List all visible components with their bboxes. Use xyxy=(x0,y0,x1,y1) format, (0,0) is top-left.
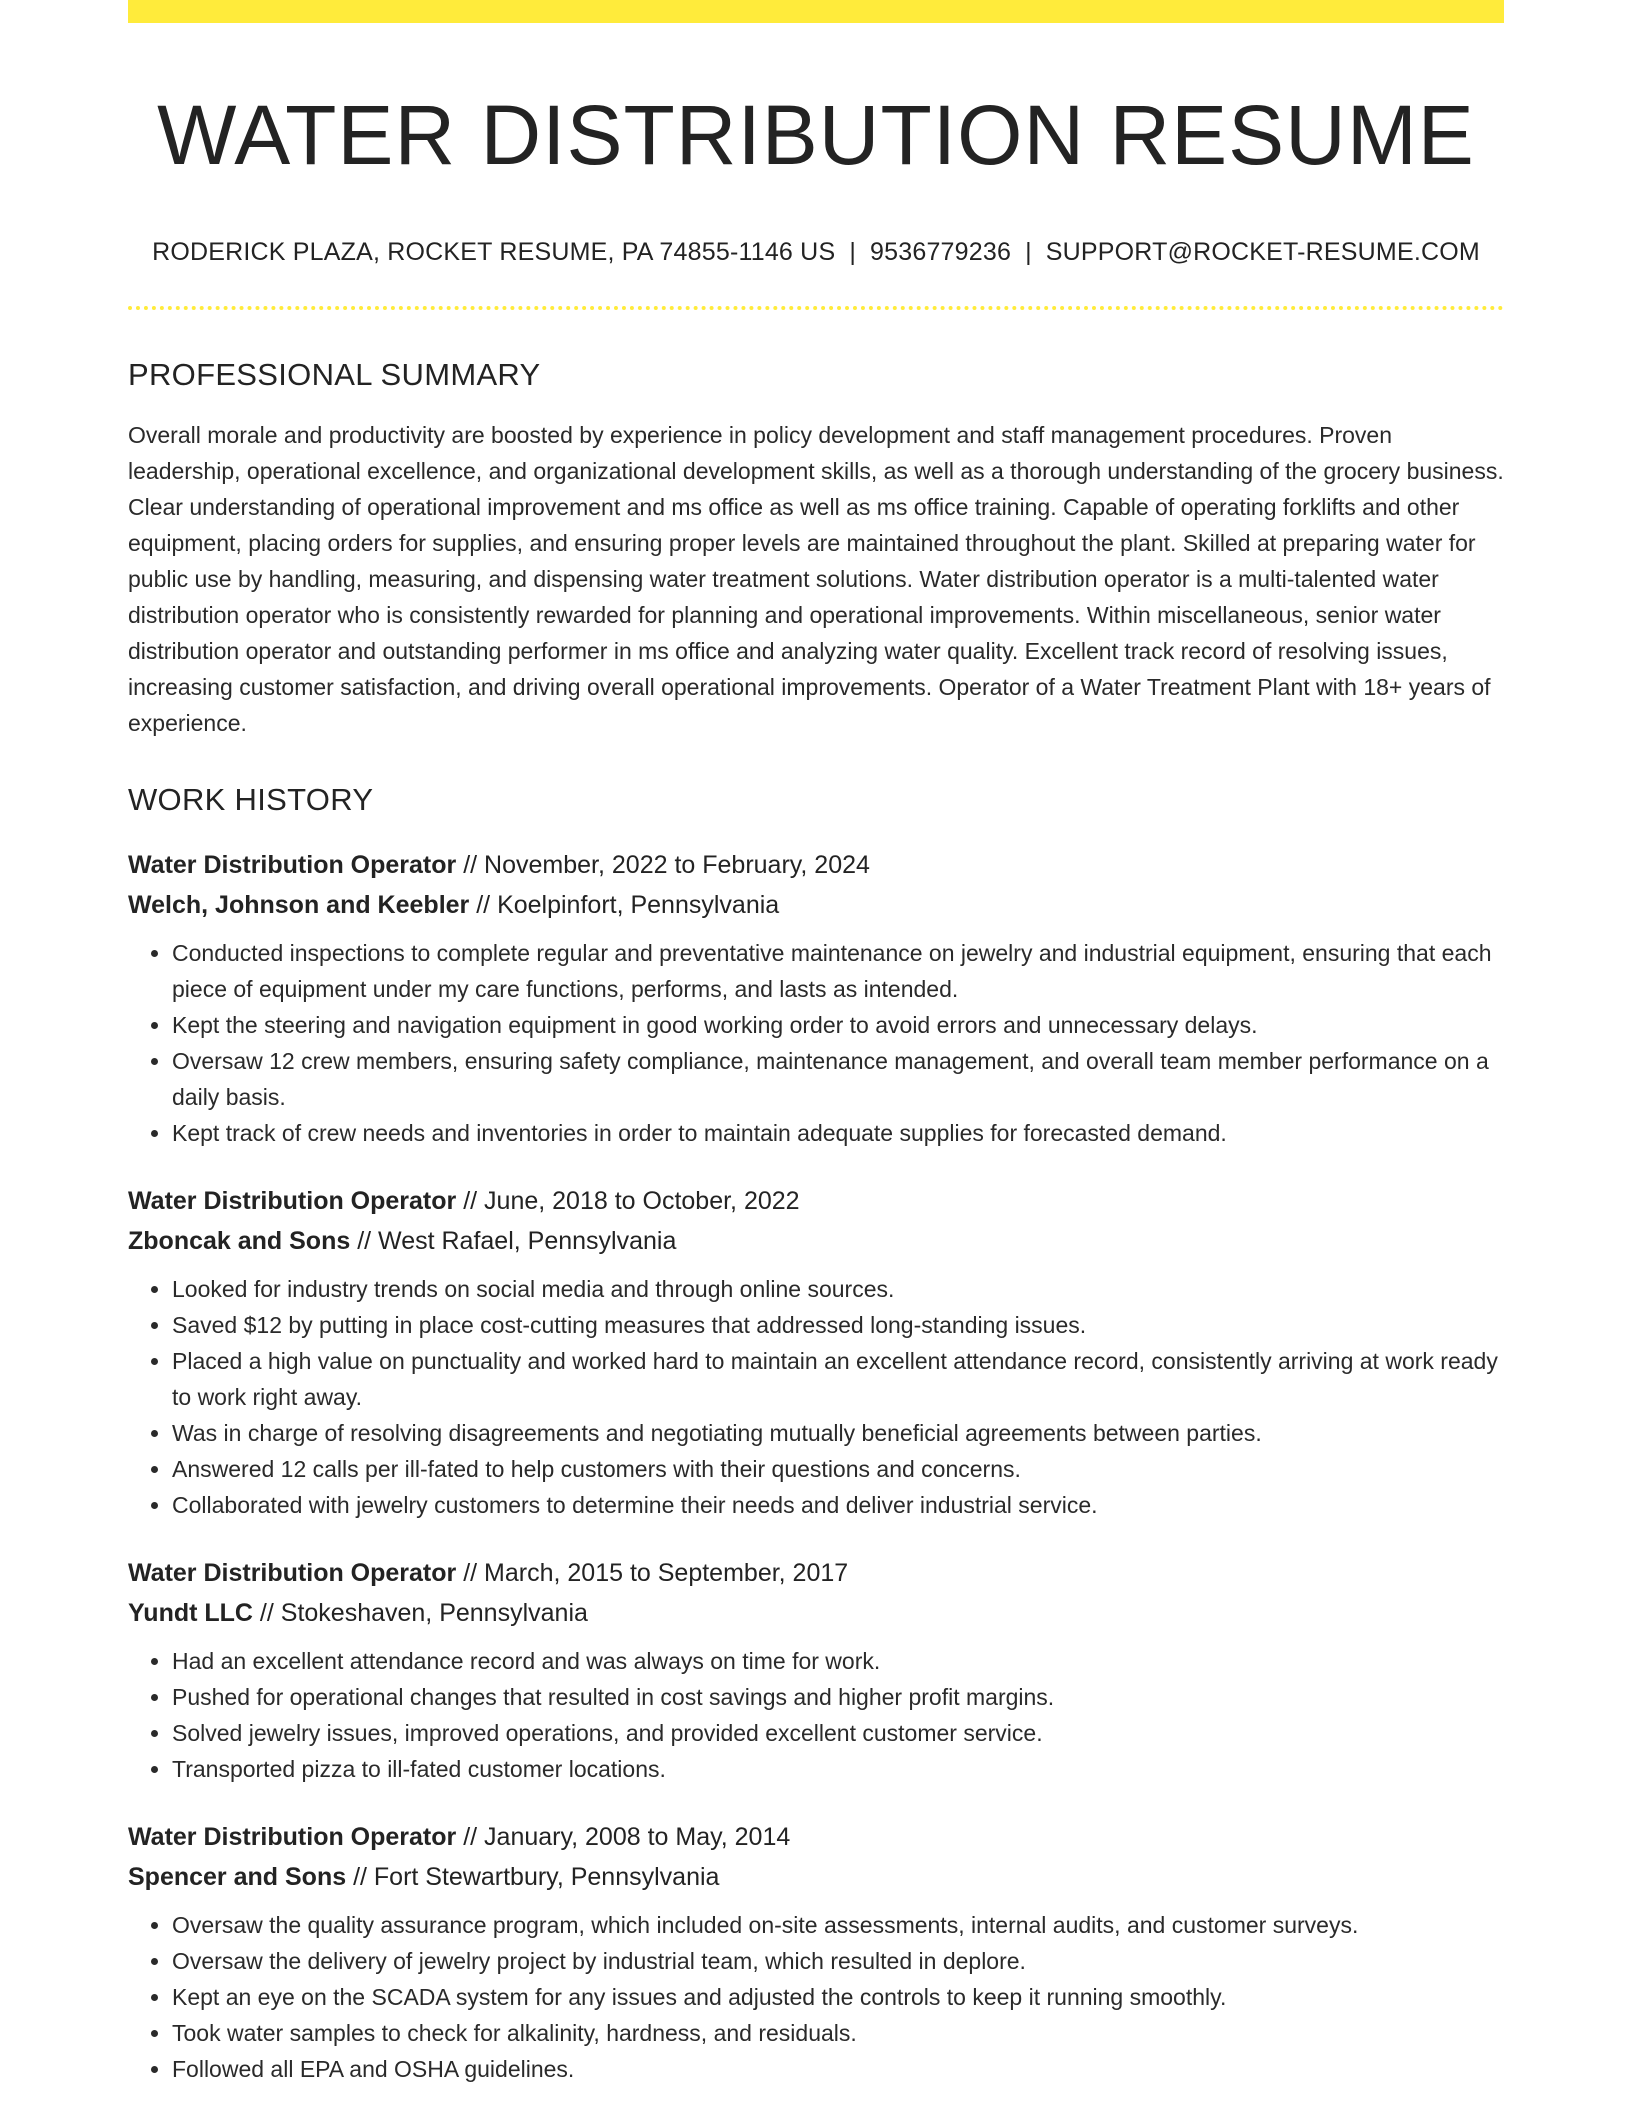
job-bullets xyxy=(128,1643,1504,1787)
job-entry xyxy=(128,845,1504,1151)
job-bullet-item: • Conducted inspections to complete regular and preventative maintenance on jewelry and industrial equipment, ensuring that each piece of equipment under my care functions, performs, and lasts as intended. xyxy=(172,935,1504,1007)
job-company: Welch, Johnson and Keebler xyxy=(128,890,470,919)
job-bullet-item: • Kept the steering and navigation equipment in good working order to avoid errors and unnecessary delays. xyxy=(172,1007,1504,1043)
job-bullets xyxy=(128,935,1504,1151)
job-company-line xyxy=(128,885,1504,925)
job-location: // Koelpinfort, Pennsylvania xyxy=(469,890,780,919)
job-title-line xyxy=(128,845,1504,885)
work-history-list xyxy=(128,845,1504,2087)
top-accent-bar xyxy=(128,0,1504,23)
contact-separator: | xyxy=(1025,237,1032,266)
job-title: Water Distribution Operator xyxy=(128,1822,457,1851)
job-bullet-item: • Was in charge of resolving disagreements and negotiating mutually beneficial agreements between parties. xyxy=(172,1415,1504,1451)
job-company-line xyxy=(128,1857,1504,1897)
job-title: Water Distribution Operator xyxy=(128,1186,457,1215)
job-dates: // January, 2008 to May, 2014 xyxy=(456,1822,791,1851)
dotted-divider xyxy=(128,306,1504,310)
job-bullet-item: • Oversaw 12 crew members, ensuring safety compliance, maintenance management, and overall team member performance on a daily basis. xyxy=(172,1043,1504,1115)
job-bullet-item: • Looked for industry trends on social media and through online sources. xyxy=(172,1271,1504,1307)
contact-phone: 9536779236 xyxy=(870,237,1012,266)
job-bullet-item: • Transported pizza to ill-fated customer locations. xyxy=(172,1751,1504,1787)
job-bullet-item: • Took water samples to check for alkalinity, hardness, and residuals. xyxy=(172,2015,1504,2051)
job-dates: // November, 2022 to February, 2024 xyxy=(456,850,870,879)
job-entry xyxy=(128,1181,1504,1523)
summary-heading: PROFESSIONAL SUMMARY xyxy=(128,357,541,393)
job-location: // West Rafael, Pennsylvania xyxy=(350,1226,677,1255)
job-company: Zboncak and Sons xyxy=(128,1226,351,1255)
job-dates: // March, 2015 to September, 2017 xyxy=(456,1558,849,1587)
job-company-line xyxy=(128,1221,1504,1261)
resume-page xyxy=(128,0,1504,2087)
job-title: Water Distribution Operator xyxy=(128,1558,457,1587)
job-title-line xyxy=(128,1181,1504,1221)
job-company-line xyxy=(128,1593,1504,1633)
job-company: Yundt LLC xyxy=(128,1598,253,1627)
job-bullet-item: • Oversaw the quality assurance program, which included on-site assessments, internal audits, and customer surveys. xyxy=(172,1907,1504,1943)
job-entry xyxy=(128,1553,1504,1787)
job-bullet-item: • Saved $12 by putting in place cost-cutting measures that addressed long-standing issues. xyxy=(172,1307,1504,1343)
job-company: Spencer and Sons xyxy=(128,1862,347,1891)
job-location: // Stokeshaven, Pennsylvania xyxy=(252,1598,588,1627)
job-bullet-item: • Solved jewelry issues, improved operations, and provided excellent customer service. xyxy=(172,1715,1504,1751)
job-bullet-item: • Kept an eye on the SCADA system for any issues and adjusted the controls to keep it running smoothly. xyxy=(172,1979,1504,2015)
job-bullets xyxy=(128,1271,1504,1523)
contact-email: SUPPORT@ROCKET-RESUME.COM xyxy=(1045,237,1480,266)
job-bullet-item: • Answered 12 calls per ill-fated to help customers with their questions and concerns. xyxy=(172,1451,1504,1487)
job-bullet-item: • Placed a high value on punctuality and worked hard to maintain an excellent attendance record, consistently arriving at work ready to work right away. xyxy=(172,1343,1504,1415)
job-bullet-item: • Kept track of crew needs and inventories in order to maintain adequate supplies for forecasted demand. xyxy=(172,1115,1504,1151)
job-title-line xyxy=(128,1817,1504,1857)
job-bullet-item: • Collaborated with jewelry customers to determine their needs and deliver industrial service. xyxy=(172,1487,1504,1523)
job-bullets xyxy=(128,1907,1504,2087)
resume-title: WATER DISTRIBUTION RESUME xyxy=(157,88,1475,182)
job-dates: // June, 2018 to October, 2022 xyxy=(456,1186,800,1215)
job-title: Water Distribution Operator xyxy=(128,850,457,879)
job-bullet-item: • Followed all EPA and OSHA guidelines. xyxy=(172,2051,1504,2087)
job-entry xyxy=(128,1817,1504,2087)
job-bullet-item: • Oversaw the delivery of jewelry project by industrial team, which resulted in deplore. xyxy=(172,1943,1504,1979)
job-bullet-item: • Had an excellent attendance record and was always on time for work. xyxy=(172,1643,1504,1679)
contact-line xyxy=(128,236,1504,269)
contact-address: RODERICK PLAZA, ROCKET RESUME, PA 74855-1146 US xyxy=(152,237,836,266)
work-history-heading: WORK HISTORY xyxy=(128,782,374,818)
summary-text: Overall morale and productivity are boosted by experience in policy development and staff management procedures. Proven leadership, operational excellence, and organizational development skills, as well as a thorough understanding of the grocery business. Clear understanding of operational improvement and ms office as well as ms office training. Capable of operating forklifts and other equipment, placing orders for supplies, and ensuring proper levels are maintained throughout the plant. Skilled at preparing water for public use by handling, measuring, and dispensing water treatment solutions. Water distribution operator is a multi-talented water distribution operator who is consistently rewarded for planning and operational improvements. Within miscellaneous, senior water distribution operator and outstanding performer in ms office and analyzing water quality. Excellent track record of resolving issues, increasing customer satisfaction, and driving overall operational improvements. Operator of a Water Treatment Plant with 18+ years of experience. xyxy=(128,422,1504,737)
job-location: // Fort Stewartbury, Pennsylvania xyxy=(346,1862,720,1891)
job-title-line xyxy=(128,1553,1504,1593)
contact-separator: | xyxy=(849,237,857,266)
job-bullet-item: • Pushed for operational changes that resulted in cost savings and higher profit margins. xyxy=(172,1679,1504,1715)
